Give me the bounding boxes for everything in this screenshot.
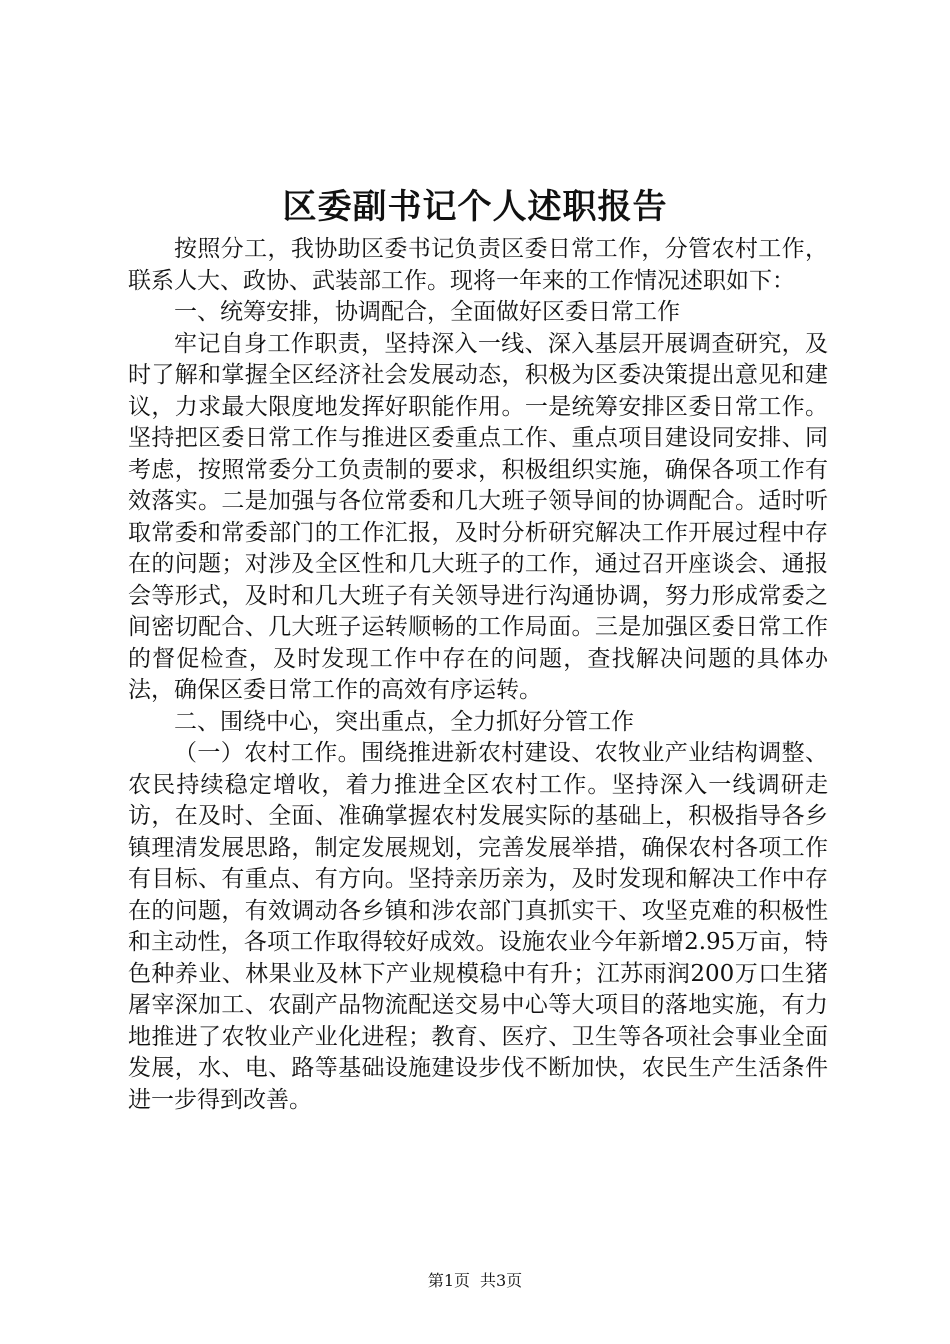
- section-1-paragraph: 牢记自身工作职责，坚持深入一线、深入基层开展调查研究，及时了解和掌握全区经济社会发展动态，积极为区委决策提出意见和建议，力求最大限度地发挥好职能作用。一是统筹安排区委日常工作。坚持把区委日常工作与推进区委重点工作、重点项目建设同安排、同考虑，按照常委分工负责制的要求，积极组织实施，确保各项工作有效落实。二是加强与各位常委和几大班子领导间的协调配合。适时听取常委和常委部门的工作汇报，及时分析研究解决工作开展过程中存在的问题；对涉及全区性和几大班子的工作，通过召开座谈会、通报会等形式，及时和几大班子有关领导进行沟通协调，努力形成常委之间密切配合、几大班子运转顺畅的工作局面。三是加强区委日常工作的督促检查，及时发现工作中存在的问题，查找解决问题的具体办法，确保区委日常工作的高效有序运转。: [128, 330, 828, 703]
- section-2-paragraph: （一）农村工作。围绕推进新农村建设、农牧业产业结构调整、农民持续稳定增收，着力推进全区农村工作。坚持深入一线调研走访，在及时、全面、准确掌握农村发展实际的基础上，积极指导各乡镇理清发展思路，制定发展规划，完善发展举措，确保农村各项工作有目标、有重点、有方向。坚持亲历亲为，及时发现和解决工作中存在的问题，有效调动各乡镇和涉农部门真抓实干、攻坚克难的积极性和主动性，各项工作取得较好成效。设施农业今年新增2.95万亩，特色种养业、林果业及林下产业规模稳中有升；江苏雨润200万口生猪屠宰深加工、农副产品物流配送交易中心等大项目的落地实施，有力地推进了农牧业产业化进程；教育、医疗、卫生等各项社会事业全面发展，水、电、路等基础设施建设步伐不断加快，农民生产生活条件进一步得到改善。: [128, 740, 828, 1113]
- section-heading-1: 一、统筹安排，协调配合，全面做好区委日常工作: [174, 299, 680, 325]
- page-footer: [0, 1271, 950, 1291]
- document-title: 区委副书记个人述职报告: [282, 187, 668, 227]
- document-body: [128, 234, 828, 1116]
- page-count: 共3页: [480, 1271, 523, 1290]
- intro-paragraph: 按照分工，我协助区委书记负责区委日常工作，分管农村工作，联系人大、政协、武装部工作。现将一年来的工作情况述职如下：: [128, 236, 828, 294]
- section-heading-2: 二、围绕中心，突出重点，全力抓好分管工作: [174, 708, 634, 735]
- page-number: 第1页: [427, 1271, 470, 1290]
